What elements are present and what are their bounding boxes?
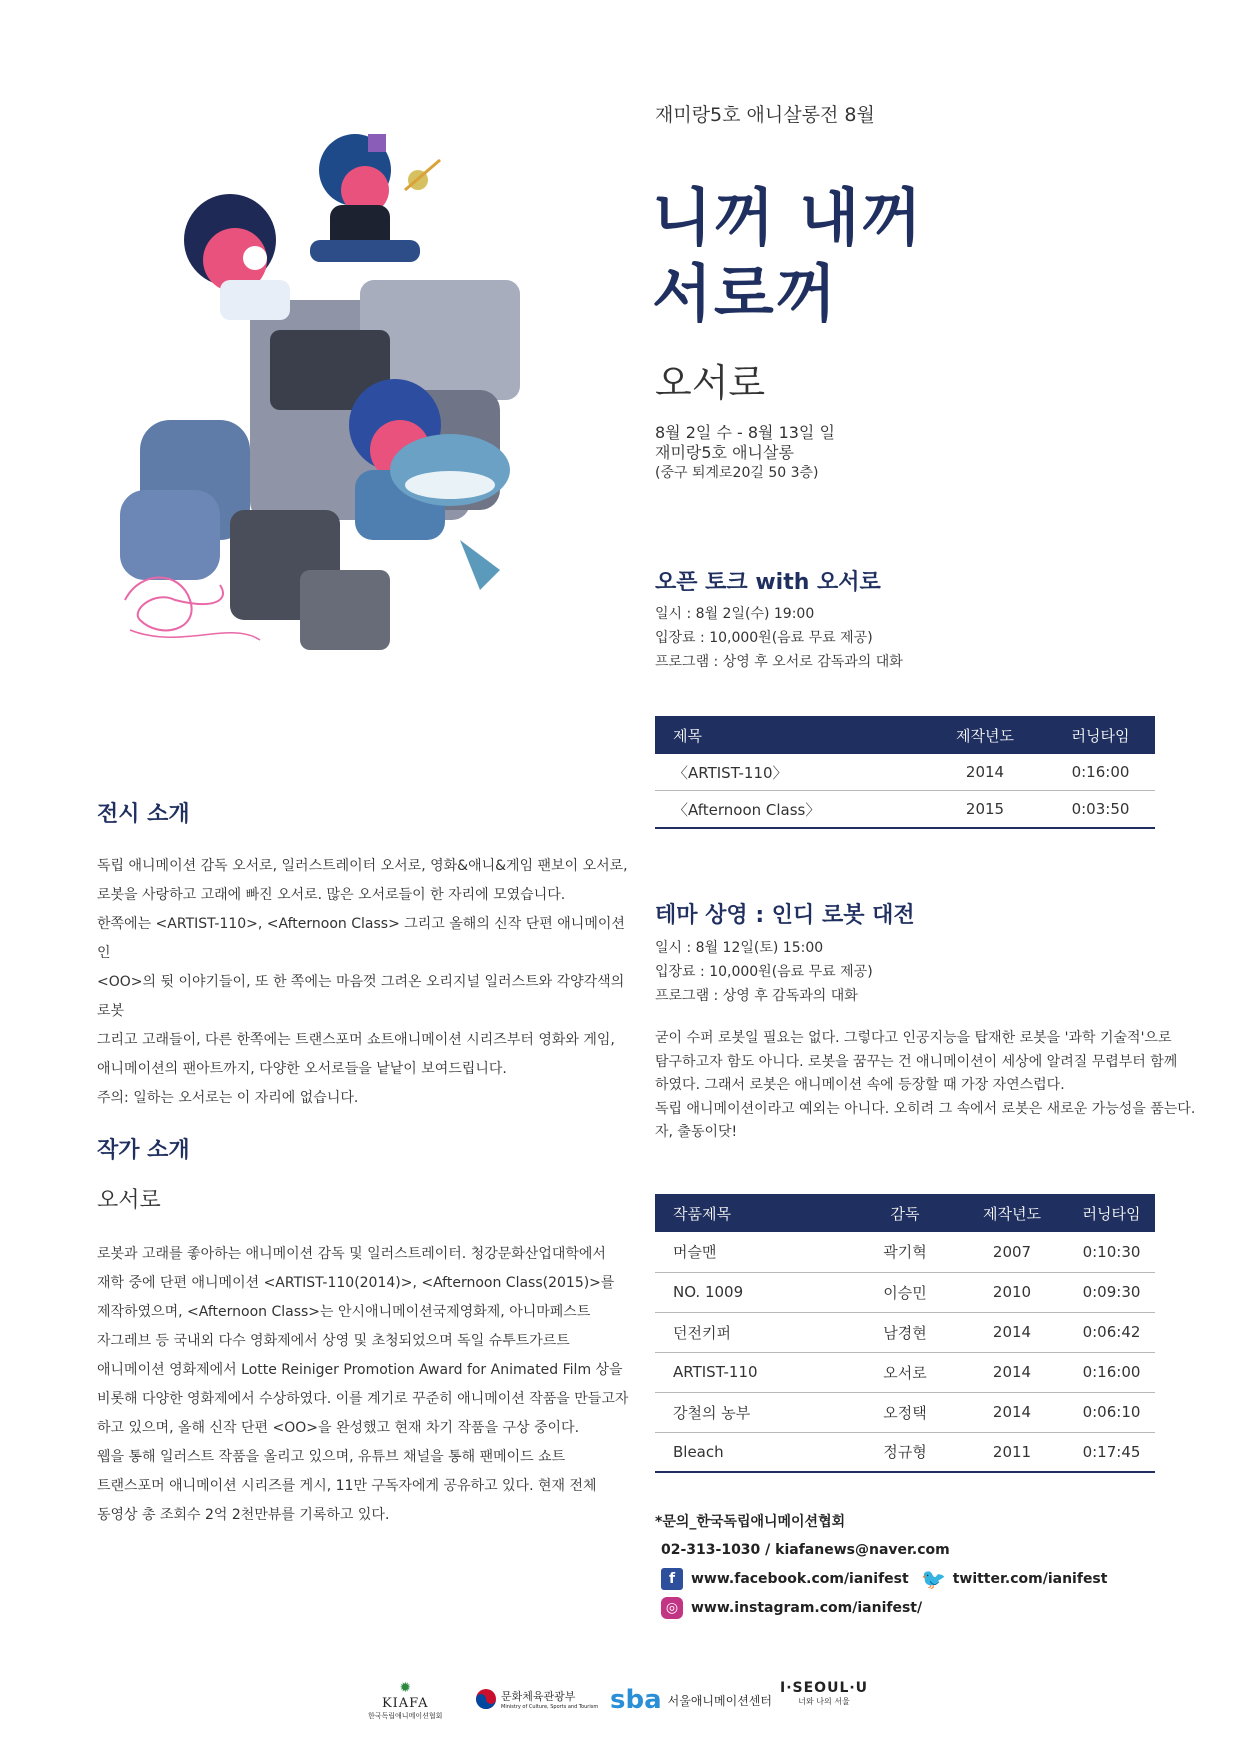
artist-intro-text xyxy=(97,1240,642,1530)
text-line: 애니메이션의 팬아트까지, 다양한 오서로들을 낱낱이 보여드립니다. xyxy=(97,1061,507,1077)
instagram-link[interactable]: www.instagram.com/ianifest/ xyxy=(691,1599,923,1616)
text-line: 제작하였으며, <Afternoon Class>는 안시애니메이션국제영화제, 아니마페스트 xyxy=(97,1304,591,1320)
film-year: 2014 xyxy=(956,1392,1068,1432)
film-runtime: 0:03:50 xyxy=(1046,791,1155,829)
open-talk-datetime: 일시 : 8월 2일(수) 19:00 xyxy=(655,606,815,622)
text-line: 독립 애니메이션 감독 오서로, 일러스트레이터 오서로, 영화&애니&게임 팬보이 오서로, xyxy=(97,858,628,874)
text-line: 재학 중에 단편 애니메이션 <ARTIST-110(2014)>, <Afternoon Class(2015)>를 xyxy=(97,1275,615,1291)
twitter-link[interactable]: twitter.com/ianifest xyxy=(952,1570,1108,1587)
text-line: 하고 있으며, 올해 신작 단편 <OO>을 완성했고 현재 차기 작품을 구상 중이다. xyxy=(97,1420,580,1436)
text-line: 동영상 총 조회수 2억 2천만뷰를 기록하고 있다. xyxy=(97,1507,390,1523)
artist-name: 오서로 xyxy=(655,361,766,405)
film-year: 2014 xyxy=(924,754,1046,791)
text-line: 로봇을 사랑하고 고래에 빠진 오서로. 많은 오서로들이 한 자리에 모였습니다. xyxy=(97,887,566,903)
film-year: 2007 xyxy=(956,1232,1068,1272)
artist-intro-title: 작가 소개 xyxy=(97,1138,190,1163)
film-year: 2010 xyxy=(956,1272,1068,1312)
paragraph-line: 하였다. 그래서 로봇은 애니메이션 속에 등장할 때 가장 자연스럽다. xyxy=(655,1077,1065,1093)
text-line: <OO>의 뒷 이야기들이, 또 한 쪽에는 마음껏 그려온 오리지널 일러스트와 각양각색의 로봇 xyxy=(97,974,625,1019)
contact-block xyxy=(655,1506,1107,1622)
artist-intro-name: 오서로 xyxy=(97,1188,161,1213)
film-title: 〈Afternoon Class〉 xyxy=(655,791,924,829)
sba-name: 서울애니메이션센터 xyxy=(667,1693,772,1708)
text-line: 한쪽에는 <ARTIST-110>, <Afternoon Class> 그리고 올해의 신작 단편 애니메이션인 xyxy=(97,916,625,961)
film-runtime: 0:16:00 xyxy=(1068,1352,1155,1392)
text-line: 웹을 통해 일러스트 작품을 올리고 있으며, 유튜브 채널을 통해 팬메이드 쇼트 xyxy=(97,1449,566,1465)
exhibition-subtitle: 재미랑5호 애니살롱전 8월 xyxy=(655,104,875,126)
exhibition-title xyxy=(652,180,923,332)
artwork-illustration xyxy=(120,130,580,700)
text-line: 비롯해 다양한 영화제에서 수상하였다. 이를 계기로 꾸준히 애니메이션 작품을 만들고자 xyxy=(97,1391,629,1407)
col-year: 제작년도 xyxy=(924,716,1046,754)
kiafa-name: KIAFA xyxy=(381,1696,429,1711)
film-title: NO. 1009 xyxy=(655,1272,854,1312)
col-year: 제작년도 xyxy=(956,1194,1068,1232)
title-line-1: 니꺼 내꺼 xyxy=(652,181,924,254)
film-director: 이승민 xyxy=(854,1272,956,1312)
paragraph-line: 탐구하고자 함도 아니다. 로봇을 꿈꾸는 건 애니메이션이 세상에 알려질 무렵부터 함께 xyxy=(655,1053,1178,1070)
contact-phone-email: 02-313-1030 / kiafanews@naver.com xyxy=(661,1541,950,1558)
kiafa-logo xyxy=(368,1680,442,1721)
film-runtime: 0:06:42 xyxy=(1068,1312,1155,1352)
text-line: 로봇과 고래를 좋아하는 애니메이션 감독 및 일러스트레이터. 청강문화산업대학에서 xyxy=(97,1246,606,1262)
table-row xyxy=(655,1392,1155,1432)
film-director: 곽기혁 xyxy=(854,1232,956,1272)
ministry-subtitle: Ministry of Culture, Sports and Tourism xyxy=(501,1704,599,1710)
contact-label: *문의_한국독립애니메이션협회 xyxy=(655,1513,846,1530)
table-row xyxy=(655,791,1155,829)
col-title: 제목 xyxy=(655,716,924,754)
theme-table xyxy=(655,1194,1155,1473)
film-runtime: 0:10:30 xyxy=(1068,1232,1155,1272)
film-title: Bleach xyxy=(655,1432,854,1472)
col-director: 감독 xyxy=(854,1194,956,1232)
theme-fee: 입장료 : 10,000원(음료 무료 제공) xyxy=(655,964,873,980)
kiafa-subtitle: 한국독립애니메이션협회 xyxy=(368,1712,443,1720)
table-row xyxy=(655,1272,1155,1312)
film-runtime: 0:17:45 xyxy=(1068,1432,1155,1472)
film-director: 오서로 xyxy=(854,1352,956,1392)
film-director: 오정택 xyxy=(854,1392,956,1432)
sba-logo xyxy=(610,1685,772,1715)
film-title: 머슬맨 xyxy=(655,1232,854,1272)
film-year: 2015 xyxy=(924,791,1046,829)
film-runtime: 0:16:00 xyxy=(1046,754,1155,791)
table-row xyxy=(655,1312,1155,1352)
open-talk-details xyxy=(655,602,903,674)
open-talk-table xyxy=(655,716,1155,829)
facebook-link[interactable]: www.facebook.com/ianifest xyxy=(691,1570,909,1587)
exhibition-intro-text xyxy=(97,852,637,1113)
seoul-subtitle: 너와 나의 서울 xyxy=(798,1697,850,1706)
open-talk-title: 오픈 토크 with 오서로 xyxy=(655,570,881,595)
film-director: 정규형 xyxy=(854,1432,956,1472)
title-line-2: 서로꺼 xyxy=(652,257,838,330)
col-runtime: 러닝타임 xyxy=(1046,716,1155,754)
ministry-name: 문화체육관광부 xyxy=(501,1690,576,1703)
sba-mark: sba xyxy=(610,1685,662,1715)
exhibition-address: (중구 퇴계로20길 50 3층) xyxy=(655,465,819,481)
theme-details xyxy=(655,936,873,1008)
taegeuk-icon xyxy=(475,1688,497,1710)
film-title: ARTIST-110 xyxy=(655,1352,854,1392)
theme-program: 프로그램 : 상영 후 감독과의 대화 xyxy=(655,988,858,1004)
exhibition-intro-title: 전시 소개 xyxy=(97,802,190,827)
text-line: 주의: 일하는 오서로는 이 자리에 없습니다. xyxy=(97,1090,359,1106)
theme-title: 테마 상영 : 인디 로봇 대전 xyxy=(655,903,915,928)
ministry-logo xyxy=(475,1688,598,1710)
film-title: 강철의 농부 xyxy=(655,1392,854,1432)
theme-paragraph xyxy=(655,1027,1215,1145)
film-runtime: 0:09:30 xyxy=(1068,1272,1155,1312)
film-year: 2014 xyxy=(956,1352,1068,1392)
exhibition-venue: 재미랑5호 애니살롱 xyxy=(655,443,794,462)
paragraph-line: 자, 출동이닷! xyxy=(655,1124,738,1140)
table-row xyxy=(655,1352,1155,1392)
exhibition-info xyxy=(655,423,835,483)
seoul-logo xyxy=(780,1680,868,1707)
theme-datetime: 일시 : 8월 12일(토) 15:00 xyxy=(655,940,824,956)
open-talk-program: 프로그램 : 상영 후 오서로 감독과의 대화 xyxy=(655,654,903,670)
table-row xyxy=(655,1232,1155,1272)
text-line: 자그레브 등 국내외 다수 영화제에서 상영 및 초청되었으며 독일 슈투트가르트 xyxy=(97,1333,570,1349)
seoul-mark: I·SEOUL·U xyxy=(780,1680,869,1696)
twitter-icon: 🐦 xyxy=(921,1566,947,1591)
film-title: 던전키퍼 xyxy=(655,1312,854,1352)
col-runtime: 러닝타임 xyxy=(1068,1194,1155,1232)
film-year: 2014 xyxy=(956,1312,1068,1352)
table-row xyxy=(655,1432,1155,1472)
film-director: 남경현 xyxy=(854,1312,956,1352)
film-runtime: 0:06:10 xyxy=(1068,1392,1155,1432)
film-year: 2011 xyxy=(956,1432,1068,1472)
paragraph-line: 굳이 수퍼 로봇일 필요는 없다. 그렇다고 인공지능을 탑재한 로봇을 '과학 기술적'으로 xyxy=(655,1030,1172,1046)
text-line: 애니메이션 영화제에서 Lotte Reiniger Promotion Award for Animated Film 상을 xyxy=(97,1362,623,1378)
table-row xyxy=(655,754,1155,791)
facebook-icon: f xyxy=(661,1568,683,1590)
paragraph-line: 독립 애니메이션이라고 예외는 아니다. 오히려 그 속에서 로봇은 새로운 가능성을 품는다. xyxy=(655,1100,1196,1117)
film-title: 〈ARTIST-110〉 xyxy=(655,754,924,791)
instagram-icon: ◎ xyxy=(661,1597,683,1619)
col-title: 작품제목 xyxy=(655,1194,854,1232)
text-line: 그리고 고래들이, 다른 한쪽에는 트랜스포머 쇼트애니메이션 시리즈부터 영화와 게임, xyxy=(97,1032,615,1048)
open-talk-fee: 입장료 : 10,000원(음료 무료 제공) xyxy=(655,630,873,646)
exhibition-date: 8월 2일 수 - 8월 13일 일 xyxy=(655,423,835,442)
text-line: 트랜스포머 애니메이션 시리즈를 게시, 11만 구독자에게 공유하고 있다. 현재 전체 xyxy=(97,1478,597,1494)
kiafa-star-icon: ✹ xyxy=(399,1680,412,1696)
